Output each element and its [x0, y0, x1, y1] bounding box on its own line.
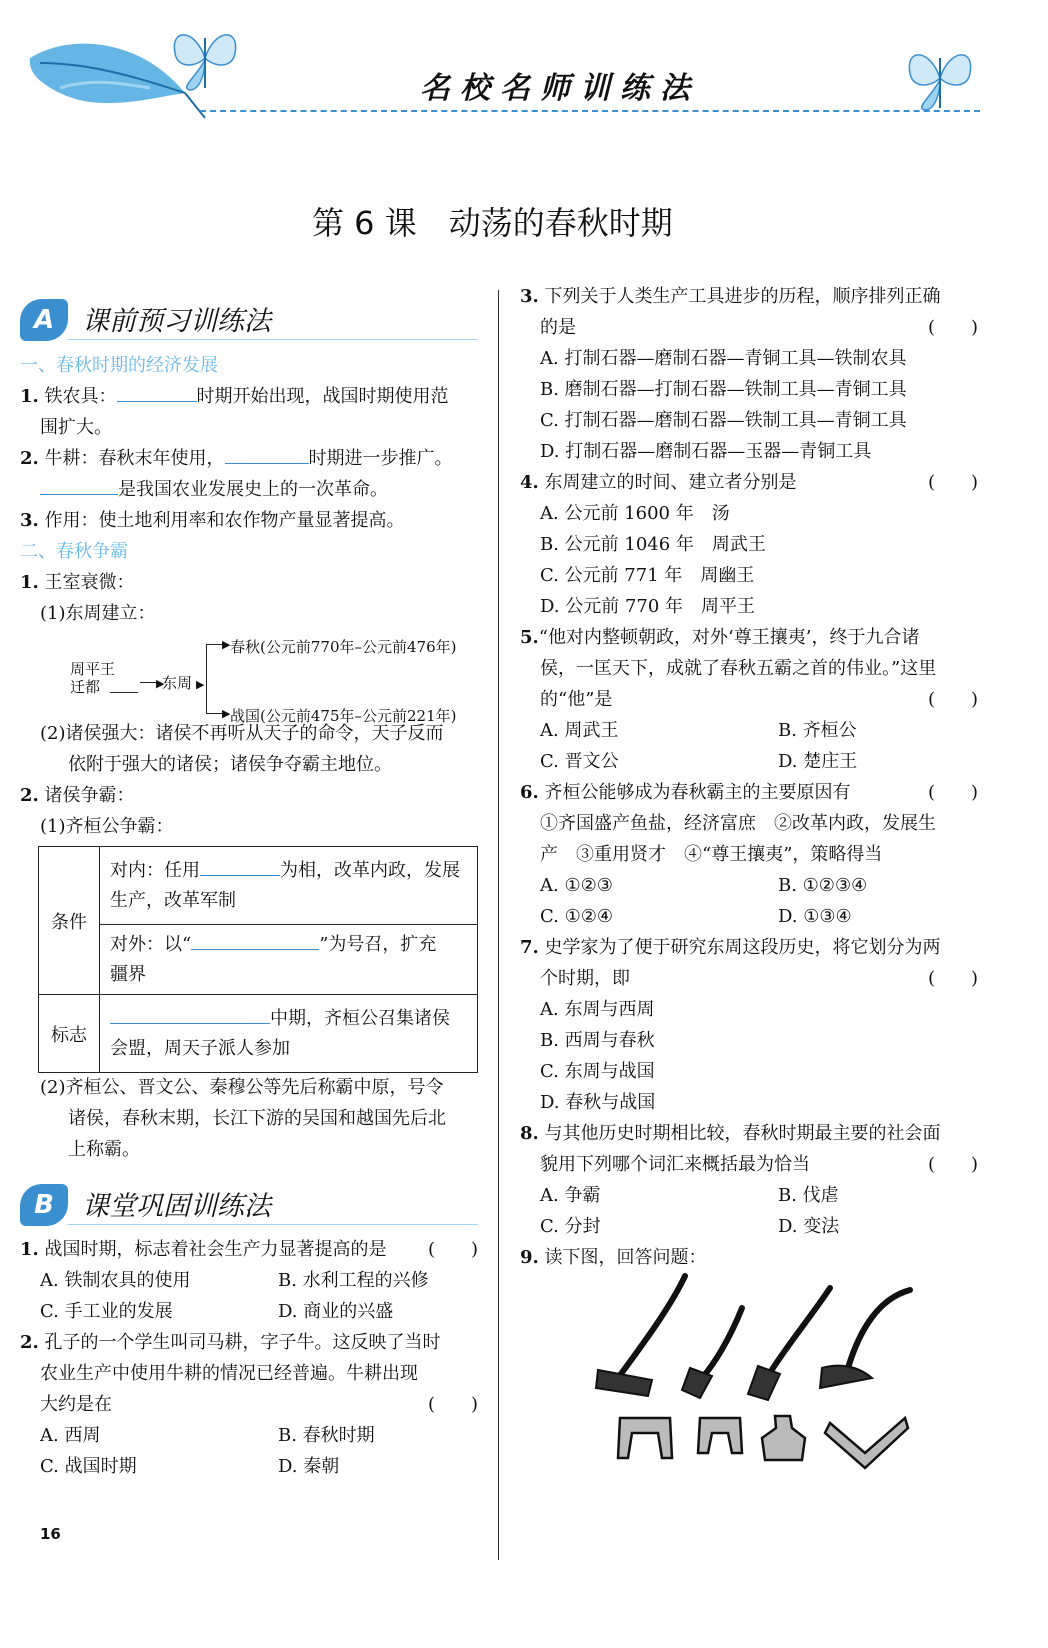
- question-text: 产 ③重用贤才 ④“尊王攘夷”，策略得当: [540, 844, 883, 865]
- diagram-label: 东周: [162, 674, 193, 692]
- option[interactable]: C. ①②④: [540, 906, 613, 927]
- section-heading: 一、春秋时期的经济发展: [20, 355, 218, 376]
- question-5: 5.“他对内整顿朝政，对外‘尊王攘夷’，终于九合诸: [520, 627, 920, 648]
- question-text: 的是 ( ): [540, 312, 978, 344]
- section-b-badge: B: [20, 1184, 68, 1226]
- page-number: 16: [40, 1525, 61, 1543]
- diagram-label: 周平王: [70, 660, 116, 678]
- section-b-header: [20, 1178, 482, 1233]
- question-a1-1: 1. 铁农具： 时期开始出现，战国时期使用范: [20, 381, 449, 413]
- option[interactable]: D. 春秋与战国: [540, 1092, 656, 1113]
- option[interactable]: B. 伐虐: [778, 1185, 839, 1206]
- option[interactable]: C. 战国时期: [40, 1456, 137, 1477]
- option[interactable]: D. 打制石器—磨制石器—玉器—青铜工具: [540, 441, 872, 462]
- question-text: 农业生产中使用牛耕的情况已经普遍。牛耕出现: [40, 1363, 418, 1384]
- section-b-underline: [68, 1224, 478, 1225]
- period-diagram: 周平王 迁都 ▶ 东周 ▶ ▶ ▶ 春秋(公元前770年–公元前476年) 战国(公元前475年–公元前221年): [70, 638, 457, 725]
- tools-illustration: [590, 1268, 930, 1478]
- option[interactable]: C. 公元前 771 年 周幽王: [540, 565, 755, 586]
- option[interactable]: A. 西周: [40, 1425, 101, 1446]
- question-a2-2: 2. 诸侯争霸：: [20, 785, 135, 806]
- question-4: 4. 东周建立的时间、建立者分别是 ( ): [520, 467, 978, 499]
- answer-paren[interactable]: ( ): [927, 689, 978, 710]
- question-text: (1)东周建立：: [40, 603, 156, 624]
- header: [20, 18, 980, 128]
- question-text: 大约是在 ( ): [40, 1389, 478, 1421]
- header-dashed-line: [200, 110, 980, 112]
- section-a-badge: A: [20, 299, 68, 341]
- column-divider: [498, 290, 499, 1560]
- answer-blank[interactable]: [225, 443, 309, 464]
- question-6: 6. 齐桓公能够成为春秋霸主的主要原因有 ( ): [520, 777, 978, 809]
- question-text: 依附于强大的诸侯；诸侯争夺霸主地位。: [68, 754, 392, 775]
- diagram-label: 迁都: [70, 678, 101, 696]
- answer-paren[interactable]: ( ): [927, 472, 978, 493]
- table-cell: 对内：任用 为相，改革内政，发展 生产，改革军制: [100, 847, 478, 925]
- question-text: 个时期，即 ( ): [540, 963, 978, 995]
- question-text: (2)齐桓公、晋文公、秦穆公等先后称霸中原，号令: [40, 1077, 444, 1098]
- butterfly-icon: [165, 18, 245, 98]
- diagram-label: 战国(公元前475年–公元前221年): [230, 707, 457, 725]
- section-a-underline: [68, 339, 478, 340]
- table-cell: 对外：以“ ”为号召，扩充 疆界: [100, 925, 478, 995]
- option[interactable]: A. 周武王: [540, 720, 619, 741]
- option[interactable]: D. 商业的兴盛: [278, 1301, 394, 1322]
- option[interactable]: C. 手工业的发展: [40, 1301, 173, 1322]
- option[interactable]: D. 秦朝: [278, 1456, 340, 1477]
- option[interactable]: B. 西周与春秋: [540, 1030, 655, 1051]
- option[interactable]: B. 磨制石器—打制石器—铁制工具—青铜工具: [540, 379, 907, 400]
- header-title: 名校名师训练法: [420, 71, 700, 106]
- option[interactable]: C. 打制石器—磨制石器—铁制工具—青铜工具: [540, 410, 907, 431]
- question-text: (1)齐桓公争霸：: [40, 816, 174, 837]
- answer-blank[interactable]: [110, 1003, 270, 1024]
- question-a1-2: 2. 牛耕：春秋末年使用， 时期进一步推广。: [20, 443, 453, 475]
- question-b-1: 1. 战国时期，标志着社会生产力显著提高的是 ( ): [20, 1234, 478, 1266]
- question-text: 的“他”是 ( ): [540, 684, 978, 716]
- butterfly-icon: [900, 38, 980, 118]
- option[interactable]: B. 春秋时期: [278, 1425, 375, 1446]
- conditions-table: [38, 846, 478, 1073]
- option[interactable]: A. 铁制农具的使用: [40, 1270, 191, 1291]
- option[interactable]: D. 公元前 770 年 周平王: [540, 596, 756, 617]
- answer-paren[interactable]: ( ): [927, 317, 978, 338]
- table-label: 条件: [39, 847, 100, 995]
- answer-paren[interactable]: ( ): [427, 1239, 478, 1260]
- section-a-title: 课前预习训练法: [82, 306, 271, 337]
- diagram-label: 春秋(公元前770年–公元前476年): [230, 638, 457, 656]
- diagram-bracket: [206, 644, 227, 714]
- option[interactable]: C. 分封: [540, 1216, 601, 1237]
- question-text: 侯，一匡天下，成就了春秋五霸之首的伟业。”这里: [540, 658, 937, 679]
- option[interactable]: A. 公元前 1600 年 汤: [540, 503, 730, 524]
- section-a-header: [20, 293, 482, 348]
- question-text: 诸侯，春秋末期，长江下游的吴国和越国先后北: [68, 1108, 446, 1129]
- answer-paren[interactable]: ( ): [427, 1394, 478, 1415]
- option[interactable]: A. ①②③: [540, 875, 613, 896]
- question-text: 貌用下列哪个词汇来概括最为恰当 ( ): [540, 1149, 978, 1181]
- diagram-blank: [110, 692, 138, 693]
- question-text: ①齐国盛产鱼盐，经济富庶 ②改革内政，发展生: [540, 813, 936, 834]
- option[interactable]: B. 齐桓公: [778, 720, 857, 741]
- section-b-title: 课堂巩固训练法: [82, 1191, 271, 1222]
- lesson-title: 第 6 课 动荡的春秋时期: [312, 204, 673, 242]
- question-3: 3. 下列关于人类生产工具进步的历程，顺序排列正确: [520, 286, 941, 307]
- question-7: 7. 史学家为了便于研究东周这段历史，将它划分为两: [520, 937, 941, 958]
- question-9: 9. 读下图，回答问题：: [520, 1247, 707, 1268]
- answer-paren[interactable]: ( ): [927, 782, 978, 803]
- option[interactable]: B. 公元前 1046 年 周武王: [540, 534, 766, 555]
- section-heading: 二、春秋争霸: [20, 541, 128, 562]
- option[interactable]: A. 东周与西周: [540, 999, 655, 1020]
- option[interactable]: B. ①②③④: [778, 875, 868, 896]
- question-text: 是我国农业发展史上的一次革命。: [40, 474, 388, 506]
- question-a1-3: 3. 作用：使土地利用率和农作物产量显著提高。: [20, 510, 405, 531]
- option[interactable]: D. 变法: [778, 1216, 840, 1237]
- answer-paren[interactable]: ( ): [927, 968, 978, 989]
- table-cell: 中期，齐桓公召集诸侯 会盟，周天子派人参加: [100, 995, 478, 1073]
- option[interactable]: B. 水利工程的兴修: [278, 1270, 429, 1291]
- question-b-2: 2. 孔子的一个学生叫司马耕，字子牛。这反映了当时: [20, 1332, 441, 1353]
- answer-blank[interactable]: [40, 474, 118, 495]
- option[interactable]: A. 打制石器—磨制石器—青铜工具—铁制农具: [540, 348, 907, 369]
- answer-blank[interactable]: [200, 855, 280, 876]
- question-8: 8. 与其他历史时期相比较，春秋时期最主要的社会面: [520, 1123, 941, 1144]
- option[interactable]: C. 晋文公: [540, 751, 619, 772]
- option[interactable]: C. 东周与战国: [540, 1061, 655, 1082]
- option[interactable]: D. 楚庄王: [778, 751, 858, 772]
- question-a2-1: 1. 王室衰微：: [20, 572, 135, 593]
- question-text: 围扩大。: [40, 417, 112, 438]
- answer-blank[interactable]: [191, 929, 319, 950]
- question-text: (2)诸侯强大：诸侯不再听从天子的命令，天子反而: [40, 723, 444, 744]
- table-label: 标志: [39, 995, 100, 1073]
- option[interactable]: A. 争霸: [540, 1185, 601, 1206]
- option[interactable]: D. ①③④: [778, 906, 852, 927]
- answer-paren[interactable]: ( ): [927, 1154, 978, 1175]
- question-text: 上称霸。: [68, 1139, 140, 1160]
- answer-blank[interactable]: [117, 381, 197, 402]
